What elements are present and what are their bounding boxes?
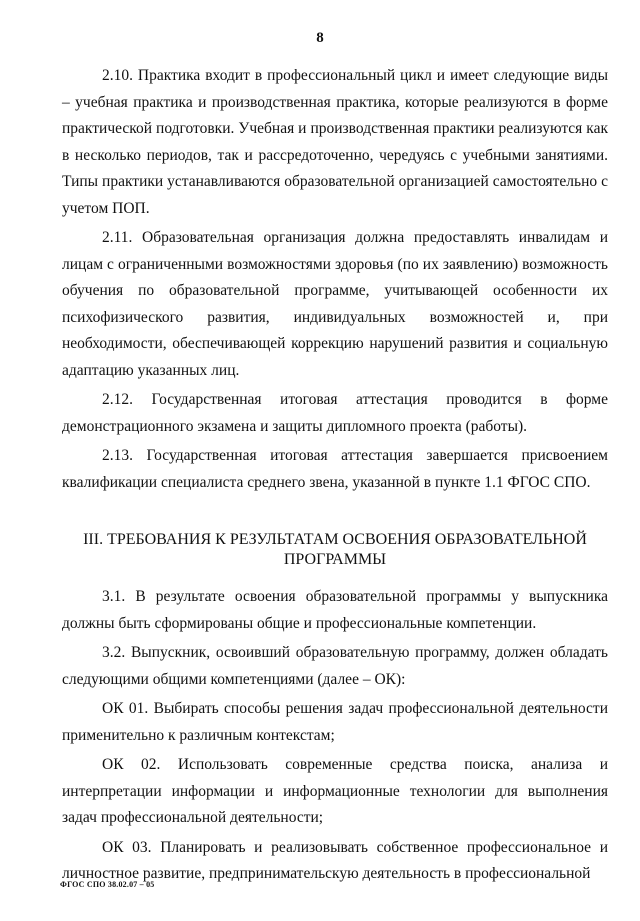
paragraph-3-1: 3.1. В результате освоения образовательной программы у выпускника должны быть сформированы общие и профессиональные компетенции. [62, 588, 608, 632]
document-body [62, 63, 608, 891]
competency-ok-02: ОК 02. Использовать современные средства поиска, анализа и интерпретации информации и информационные технологии для выполнения задач профессиональной деятельности; [62, 756, 608, 826]
paragraph-2-13: 2.13. Государственная итоговая аттестация завершается присвоением квалификации специалиста среднего звена, указанной в пункте 1.1 ФГОС СПО. [62, 447, 608, 491]
document-footer: ФГОС СПО 38.02.07 – 05 [60, 880, 155, 889]
paragraph-3-2: 3.2. Выпускник, освоивший образовательную программу, должен обладать следующими общими компетенциями (далее – ОК): [62, 644, 608, 688]
section-heading-line2: ПРОГРАММЫ [283, 551, 387, 568]
paragraph-2-11: 2.11. Образовательная организация должна предоставлять инвалидам и лицам с ограниченными возможностями здоровья (по их заявлению) возможность обучения по образовательной программе, учитывающей особенности их психофизического развития, индивидуальных возможностей и, при необходимости, обеспечивающей коррекцию нарушений развития и социальную адаптацию указанных лиц. [62, 229, 608, 379]
paragraph-2-10: 2.10. Практика входит в профессиональный цикл и имеет следующие виды – учебная практика и производственная практика, которые реализуются в форме практической подготовки. Учебная и производственная практики реализуются как в несколько периодов, так и рассредоточенно, чередуясь с учебными занятиями. Типы практики устанавливаются образовательной организацией самостоятельно с учетом ПОП. [62, 67, 608, 217]
section-heading-line1: III. ТРЕБОВАНИЯ К РЕЗУЛЬТАТАМ ОСВОЕНИЯ ОБРАЗОВАТЕЛЬНОЙ [83, 531, 587, 548]
paragraph-2-12: 2.12. Государственная итоговая аттестация проводится в форме демонстрационного экзамена и защиты дипломного проекта (работы). [62, 391, 608, 435]
competency-ok-03: ОК 03. Планировать и реализовывать собственное профессиональное и личностное развитие, предпринимательскую деятельность в профессиональной [62, 838, 608, 882]
competency-ok-01: ОК 01. Выбирать способы решения задач профессиональной деятельности применительно к различным контекстам; [62, 700, 608, 744]
page-number: 8 [316, 30, 324, 46]
section-heading [62, 530, 608, 570]
